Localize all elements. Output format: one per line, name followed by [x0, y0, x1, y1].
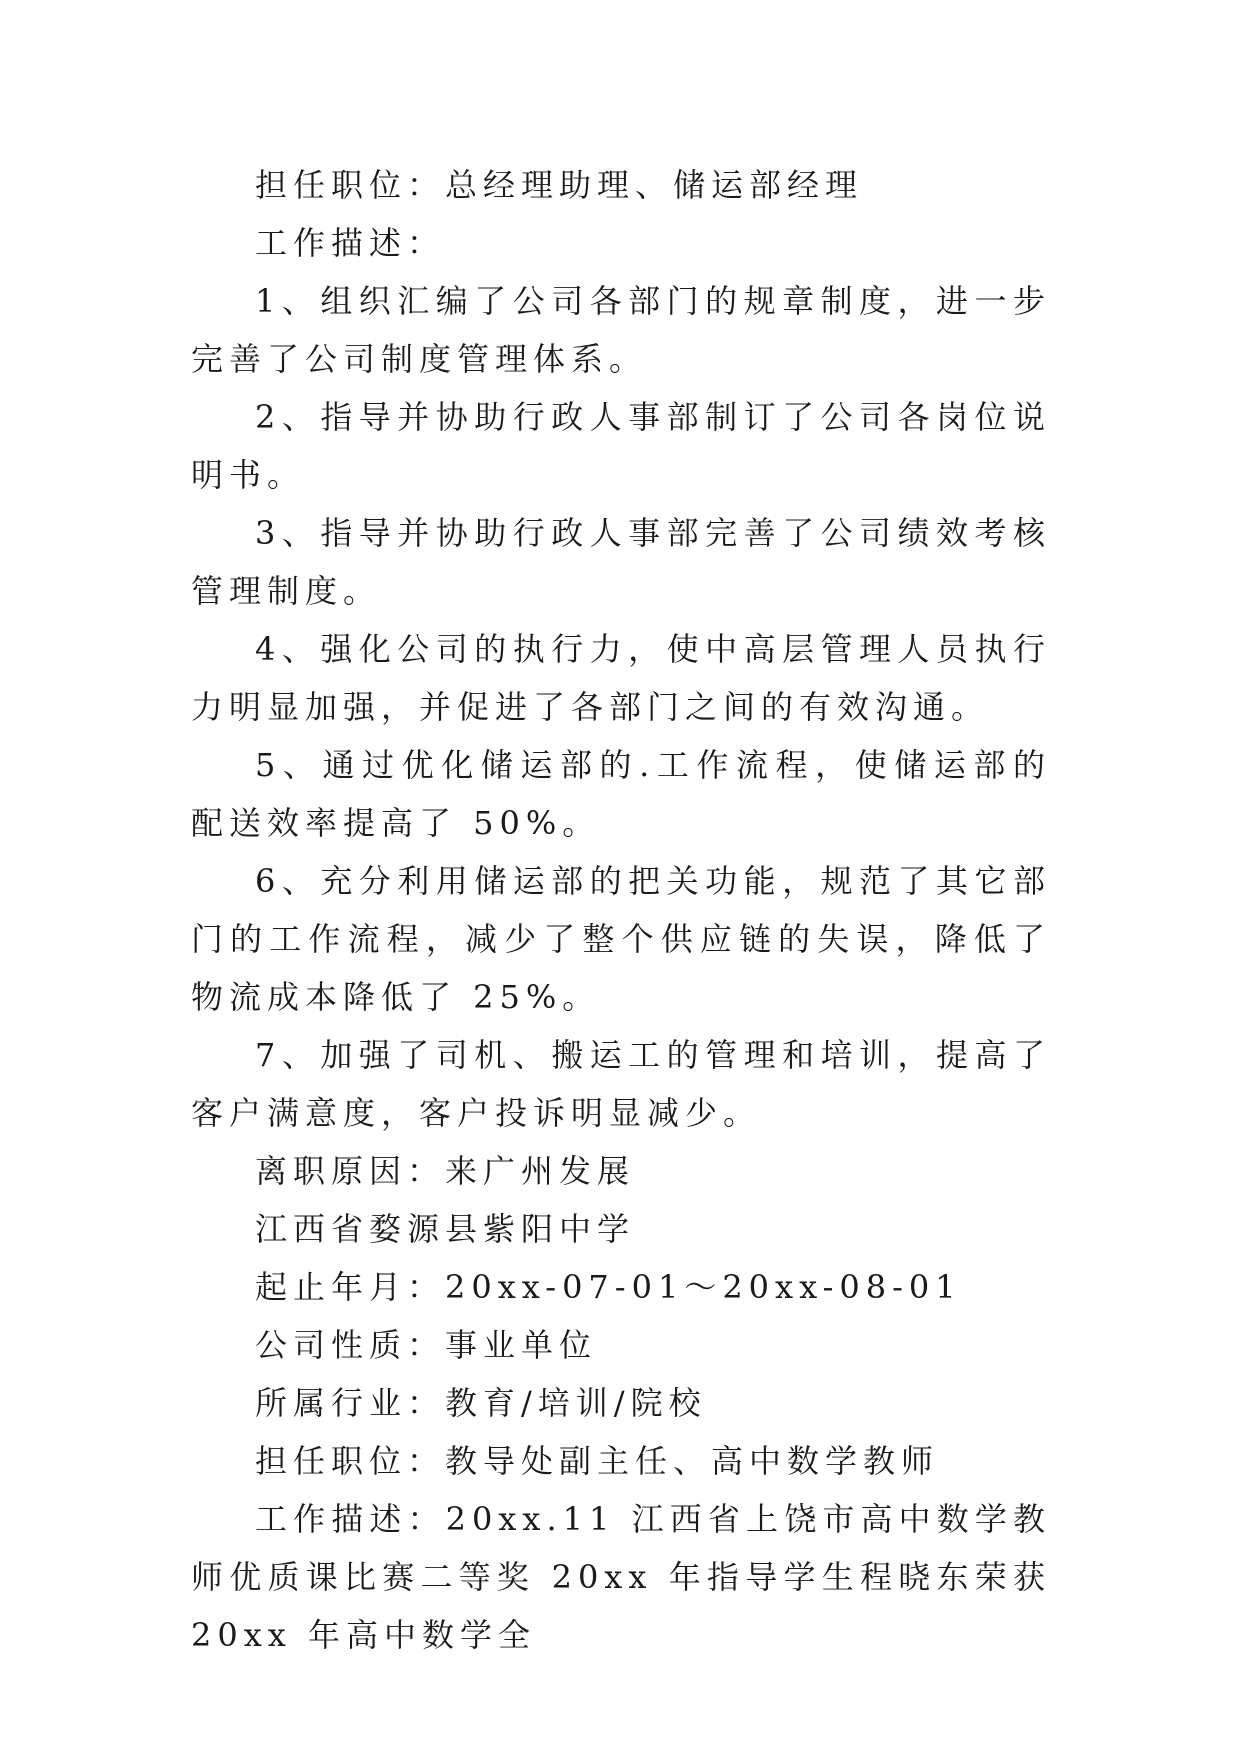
paragraph-item-1: 1、组织汇编了公司各部门的规章制度，进一步完善了公司制度管理体系。 [191, 282, 1051, 378]
paragraph-item-4: 4、强化公司的执行力，使中高层管理人员执行力明显加强，并促进了各部门之间的有效沟通。 [191, 630, 1051, 726]
paragraph-item-7: 7、加强了司机、搬运工的管理和培训，提高了客户满意度，客户投诉明显减少。 [191, 1036, 1051, 1132]
document-body [191, 156, 1051, 1664]
paragraph-position: 担任职位：总经理助理、储运部经理 [255, 166, 864, 204]
paragraph-school-name: 江西省婺源县紫阳中学 [255, 1210, 636, 1248]
paragraph-leave-reason: 离职原因：来广州发展 [255, 1152, 636, 1190]
paragraph-position-2: 担任职位：教导处副主任、高中数学教师 [255, 1442, 940, 1480]
paragraph-job-description-label: 工作描述： [255, 224, 446, 262]
paragraph-item-6: 6、充分利用储运部的把关功能，规范了其它部门的工作流程，减少了整个供应链的失误，降低了物流成本降低了 25%。 [191, 862, 1051, 1016]
paragraph-industry: 所属行业：教育/培训/院校 [255, 1384, 707, 1422]
paragraph-period: 起止年月：20xx-07-01～20xx-08-01 [255, 1268, 962, 1306]
paragraph-item-5: 5、通过优化储运部的.工作流程，使储运部的配送效率提高了 50%。 [191, 746, 1051, 842]
paragraph-job-description-2: 工作描述：20xx.11 江西省上饶市高中数学教师优质课比赛二等奖 20xx 年指导学生程晓东荣获 20xx 年高中数学全 [191, 1500, 1051, 1654]
paragraph-company-type: 公司性质：事业单位 [255, 1326, 598, 1364]
paragraph-item-3: 3、指导并协助行政人事部完善了公司绩效考核管理制度。 [191, 514, 1051, 610]
paragraph-item-2: 2、指导并协助行政人事部制订了公司各岗位说明书。 [191, 398, 1051, 494]
